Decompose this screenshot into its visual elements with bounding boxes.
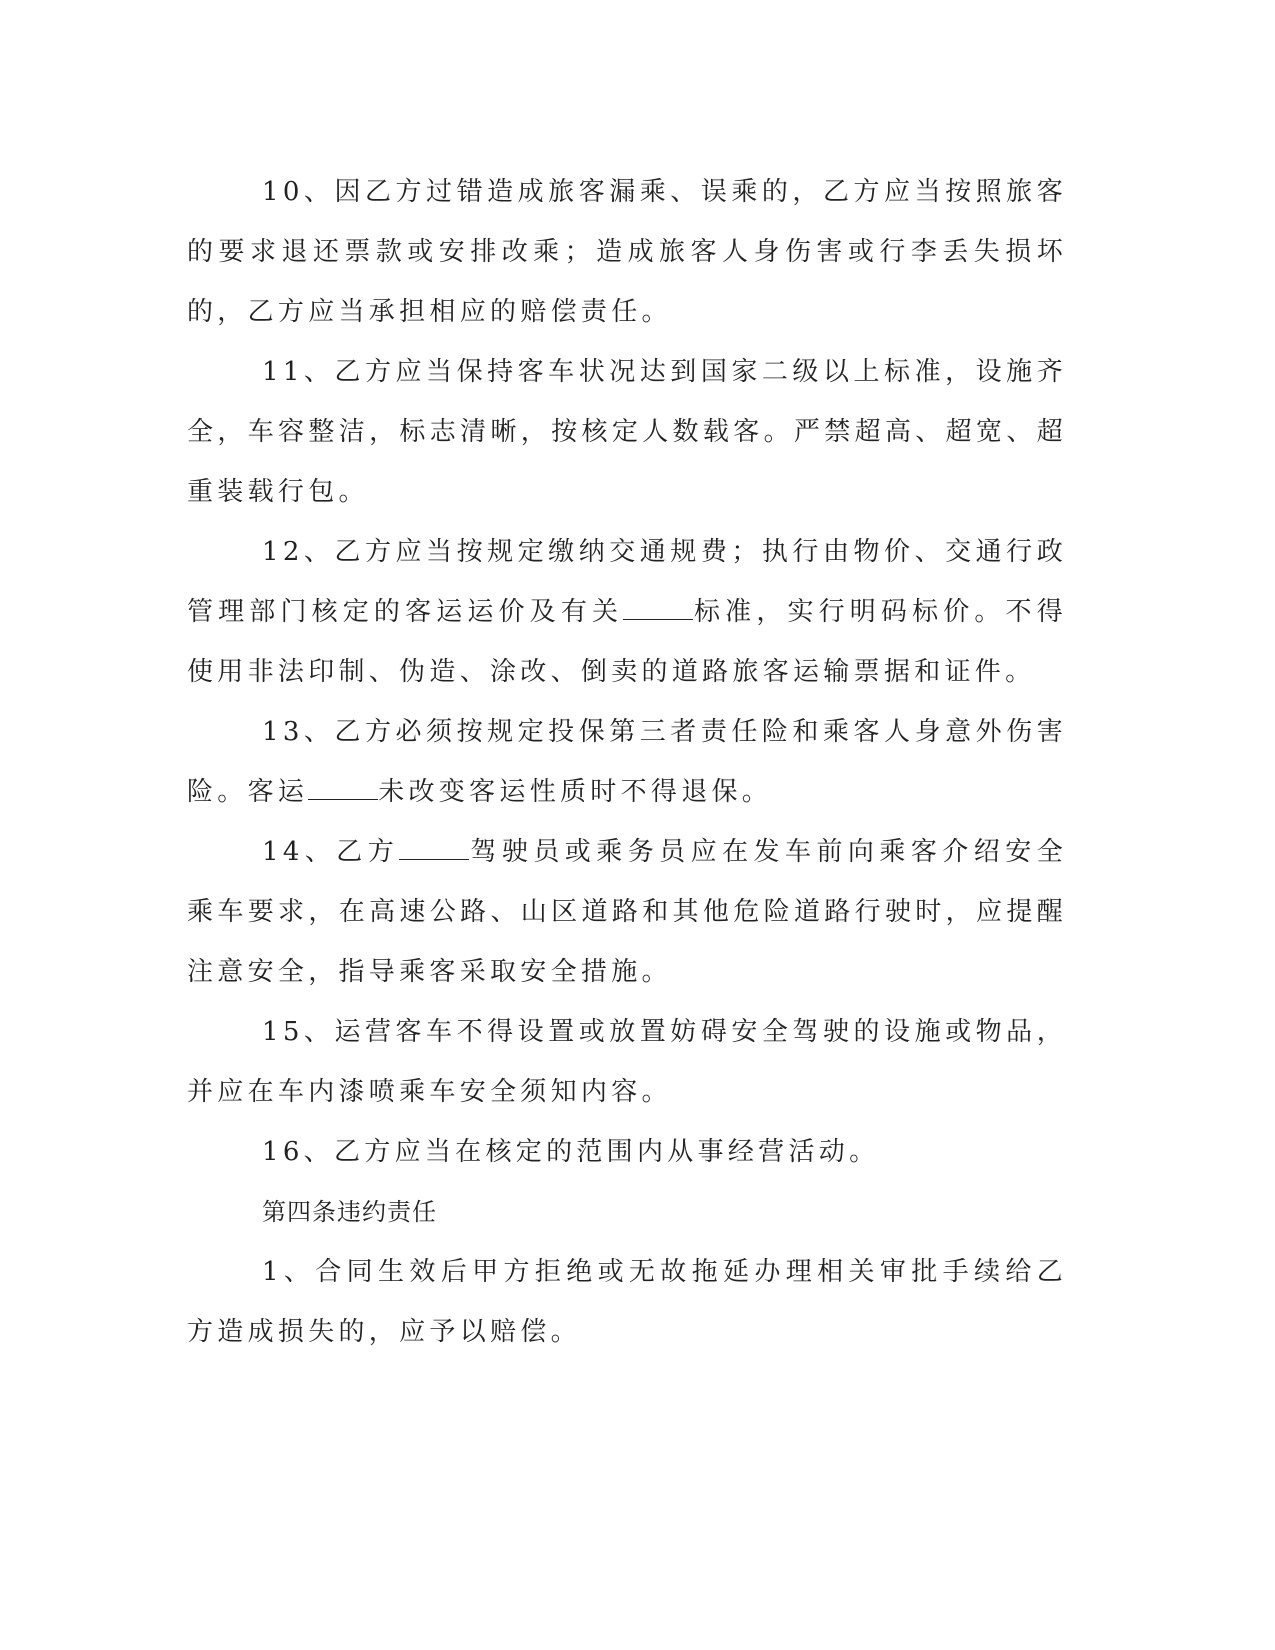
fill-in-blank: [623, 597, 693, 620]
article-4-clause-1: 1、合同生效后甲方拒绝或无故拖延办理相关审批手续给乙方造成损失的，应予以赔偿。: [187, 1257, 1067, 1347]
fill-in-blank: [399, 837, 469, 860]
clause-13: [187, 702, 1067, 822]
clause-14-text-before: 14、乙方: [262, 837, 400, 867]
document-body: [187, 162, 1067, 1362]
clause-12-text-after: 标准，实行明码标价。不得使用非法印制、伪造、涂改、倒卖的道路旅客运输票据和证件。: [187, 597, 1067, 687]
clause-13-text-after: 未改变客运性质时不得退保。: [378, 777, 773, 807]
clause-13-text-before: 13、乙方必须按规定投保第三者责任险和乘客人身意外伤害险。客运: [187, 717, 1067, 807]
clause-10: 10、因乙方过错造成旅客漏乘、误乘的，乙方应当按照旅客的要求退还票款或安排改乘；造成旅客人身伤害或行李丢失损坏的，乙方应当承担相应的赔偿责任。: [187, 177, 1067, 327]
clause-11: 11、乙方应当保持客车状况达到国家二级以上标准，设施齐全，车容整洁，标志清晰，按核定人数载客。严禁超高、超宽、超重装载行包。: [187, 357, 1067, 507]
article-4-heading: 第四条违约责任: [262, 1198, 437, 1226]
clause-14: [187, 822, 1067, 1002]
fill-in-blank: [308, 777, 378, 800]
clause-15: 15、运营客车不得设置或放置妨碍安全驾驶的设施或物品，并应在车内漆喷乘车安全须知内容。: [187, 1017, 1067, 1107]
clause-12-text-before: 12、乙方应当按规定缴纳交通规费；执行由物价、交通行政管理部门核定的客运运价及有关: [187, 537, 1067, 627]
clause-12: [187, 522, 1067, 702]
clause-16: 16、乙方应当在核定的范围内从事经营活动。: [262, 1137, 880, 1167]
clause-14-text-after: 驾驶员或乘务员应在发车前向乘客介绍安全乘车要求，在高速公路、山区道路和其他危险道路行驶时，应提醒注意安全，指导乘客采取安全措施。: [187, 837, 1067, 987]
